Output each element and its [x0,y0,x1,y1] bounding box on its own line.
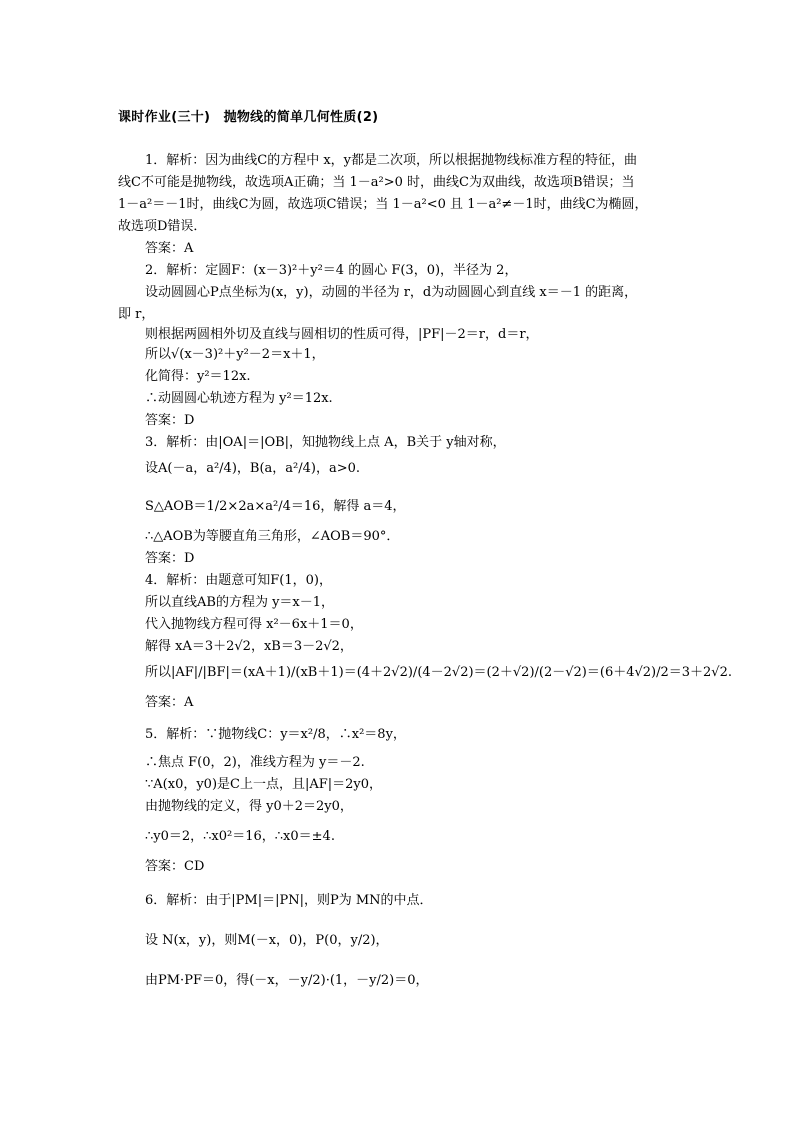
page-title: 课时作业(三十) 抛物线的简单几何性质(2) [118,110,379,125]
text-line: 6．解析：由于|PM|＝|PN|，则P为 MN的中点． [145,893,433,908]
formula-line: 5．解析：∵抛物线C：y＝x²/8，∴x²＝8y， [145,727,406,742]
formula-line: 所以|AF|/|BF|＝(xA＋1)/(xB＋1)＝(4＋2√2)/(4－2√2)＝(2＋√2)/(2－√2)＝(6＋4√2)/2＝3＋2√2. [145,665,732,680]
formula-line: 设A(－a，a²/4)，B(a，a²/4)，a>0. [145,461,361,476]
formula-line: 设 N(x，y)，则M(－x，0)，P(0，y/2)， [145,933,389,948]
formula-line: 由PM·PF＝0，得(－x，－y/2)·(1，－y/2)＝0， [145,973,429,988]
text-line: 3．解析：由|OA|＝|OB|，知抛物线上点 A，B关于 y轴对称， [145,435,506,450]
text-line: 设动圆圆心P点坐标为(x，y)，动圆的半径为 r，d为动圆圆心到直线 x＝－1 的距离， [145,285,638,300]
text-line: 线C不可能是抛物线，故选项A正确；当 1－a²>0 时，曲线C为双曲线，故选项B错误；当 [118,175,635,190]
text-line: 由抛物线的定义，得 y0＋2＝2y0， [145,799,353,814]
text-line: ∴动圆圆心轨迹方程为 y²＝12x. [145,391,333,406]
text-line: ∵A(x0，y0)是C上一点，且|AF|＝2y0， [145,777,383,792]
text-line: 1－a²＝－1时，曲线C为圆，故选项C错误；当 1－a²<0 且 1－a²≠－1时，曲线C为椭圆， [118,197,648,212]
answer-line: 答案：CD [145,859,205,874]
formula-line: ∴y0＝2，∴x0²＝16，∴x0＝±4. [145,829,335,844]
formula-line: 解得 xA＝3＋2√2，xB＝3－2√2， [145,639,353,654]
text-line: 2．解析：定圆F：(x－3)²＋y²＝4 的圆心 F(3，0)，半径为 2， [145,263,518,278]
text-line: 所以直线AB的方程为 y＝x－1， [145,595,335,610]
text-line: 故选项D错误． [118,219,207,234]
text-line: 化简得：y²＝12x. [145,369,251,384]
answer-line: 答案：A [145,241,194,256]
text-line: 则根据两圆相外切及直线与圆相切的性质可得，|PF|－2＝r，d＝r， [145,327,539,342]
formula-line: S△AOB＝1/2×2a×a²/4＝16，解得 a＝4， [145,499,406,514]
formula-line: 所以√(x－3)²＋y²－2＝x＋1， [145,347,325,362]
answer-line: 答案：D [145,413,195,428]
text-line: 代入抛物线方程可得 x²－6x＋1＝0， [145,617,363,632]
text-line: 1．解析：因为曲线C的方程中 x，y都是二次项，所以根据抛物线标准方程的特征，曲 [145,153,638,168]
answer-line: 答案：D [145,551,195,566]
text-line: 即 r， [118,307,155,322]
answer-line: 答案：A [145,695,194,710]
text-line: 4．解析：由题意可知F(1，0)， [145,573,332,588]
text-line: ∴△AOB为等腰直角三角形，∠AOB＝90°． [145,529,400,544]
text-line: ∴焦点 F(0，2)，准线方程为 y＝－2. [145,755,365,770]
